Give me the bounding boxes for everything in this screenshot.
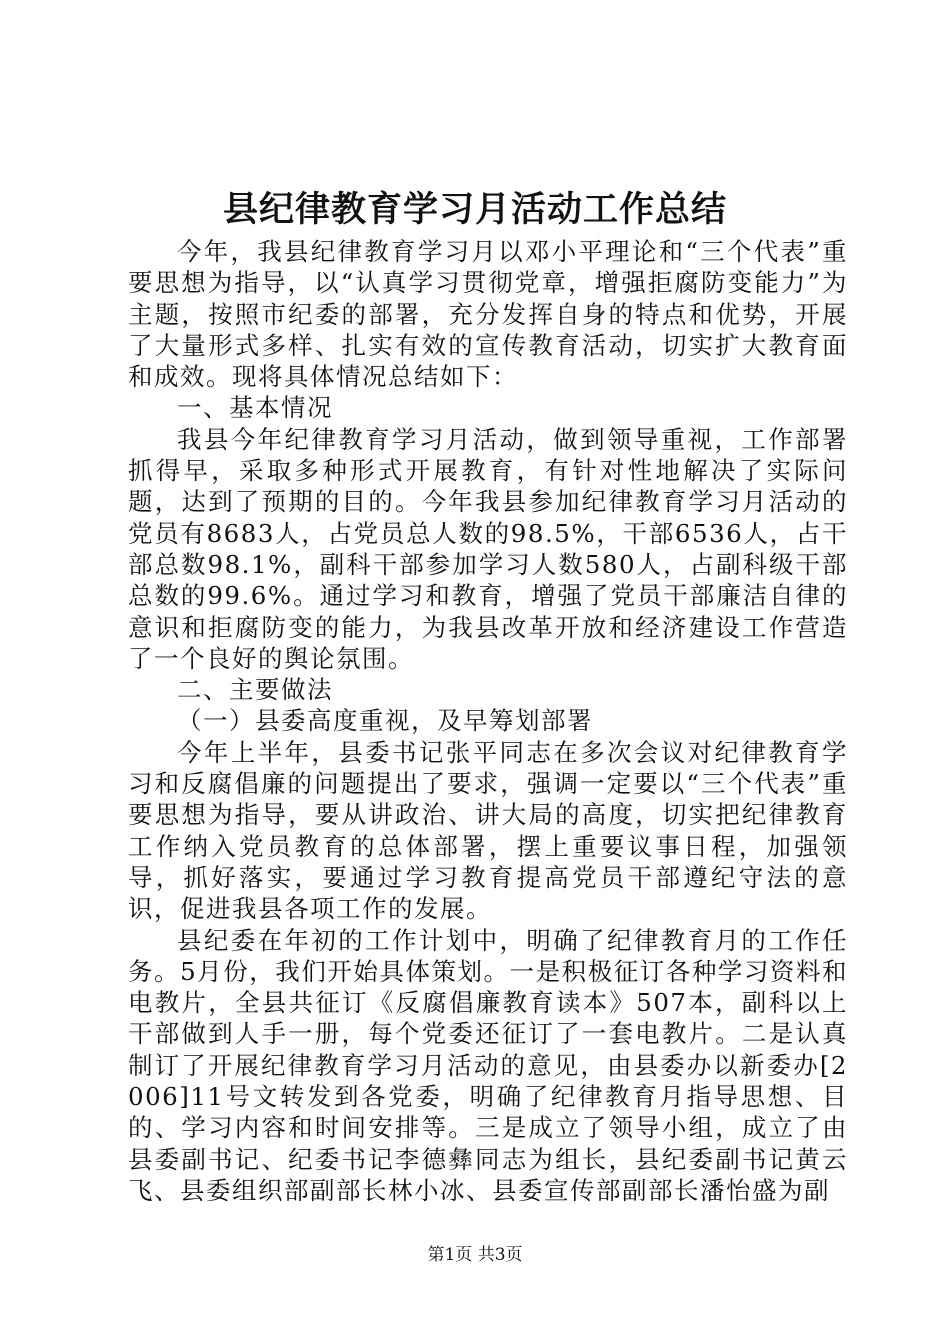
paragraph-planning: 县纪委在年初的工作计划中，明确了纪律教育月的工作任务。5月份，我们开始具体策划。一是积极征订各种学习资料和电教片，全县共征订《反腐倡廉教育读本》507本，副科以上干部做到人手一册，每个党委还征订了一套电教片。二是认真制订了开展纪律教育学习月活动的意见，由县委办以新委办[2006]11号文转发到各党委，明确了纪律教育月指导思想、目的、学习内容和时间安排等。三是成立了领导小组，成立了由县委副书记、纪委书记李德彝同志为组长，县纪委副书记黄云飞、县委组织部副部长林小冰、县委宣传部副部长潘怡盛为副 <box>128 925 848 1205</box>
paragraph-intro: 今年，我县纪律教育学习月以邓小平理论和“三个代表”重要思想为指导，以“认真学习贯彻党章，增强拒腐防变能力”为主题，按照市纪委的部署，充分发挥自身的特点和优势，开展了大量形式多样、扎实有效的宣传教育活动，切实扩大教育面和成效。现将具体情况总结如下： <box>128 237 848 392</box>
paragraph-committee: 今年上半年，县委书记张平同志在多次会议对纪律教育学习和反腐倡廉的问题提出了要求，强调一定要以“三个代表”重要思想为指导，要从讲政治、讲大局的高度，切实把纪律教育工作纳入党员教育的总体部署，摆上重要议事日程，加强领导，抓好落实，要通过学习教育提高党员干部遵纪守法的意识，促进我县各项工作的发展。 <box>128 737 848 924</box>
section-heading-basic: 一、基本情况 <box>177 393 333 423</box>
document-body <box>128 236 848 1206</box>
section-heading-methods: 二、主要做法 <box>177 675 333 705</box>
paragraph-basic-situation: 我县今年纪律教育学习月活动，做到领导重视，工作部署抓得早，采取多种形式开展教育，有针对性地解决了实际问题，达到了预期的目的。今年我县参加纪律教育学习月活动的党员有8683人，占党员总人数的98.5%，干部6536人，占干部总数98.1%，副科干部参加学习人数580人，占副科级干部总数的99.6%。通过学习和教育，增强了党员干部廉洁自律的意识和拒腐防变的能力，为我县改革开放和经济建设工作营造了一个良好的舆论氛围。 <box>128 424 848 673</box>
page-footer: 第1页 共3页 <box>427 1245 523 1265</box>
subsection-heading-1: （一）县委高度重视，及早筹划部署 <box>177 706 593 736</box>
document-title: 县纪律教育学习月活动工作总结 <box>222 189 727 230</box>
